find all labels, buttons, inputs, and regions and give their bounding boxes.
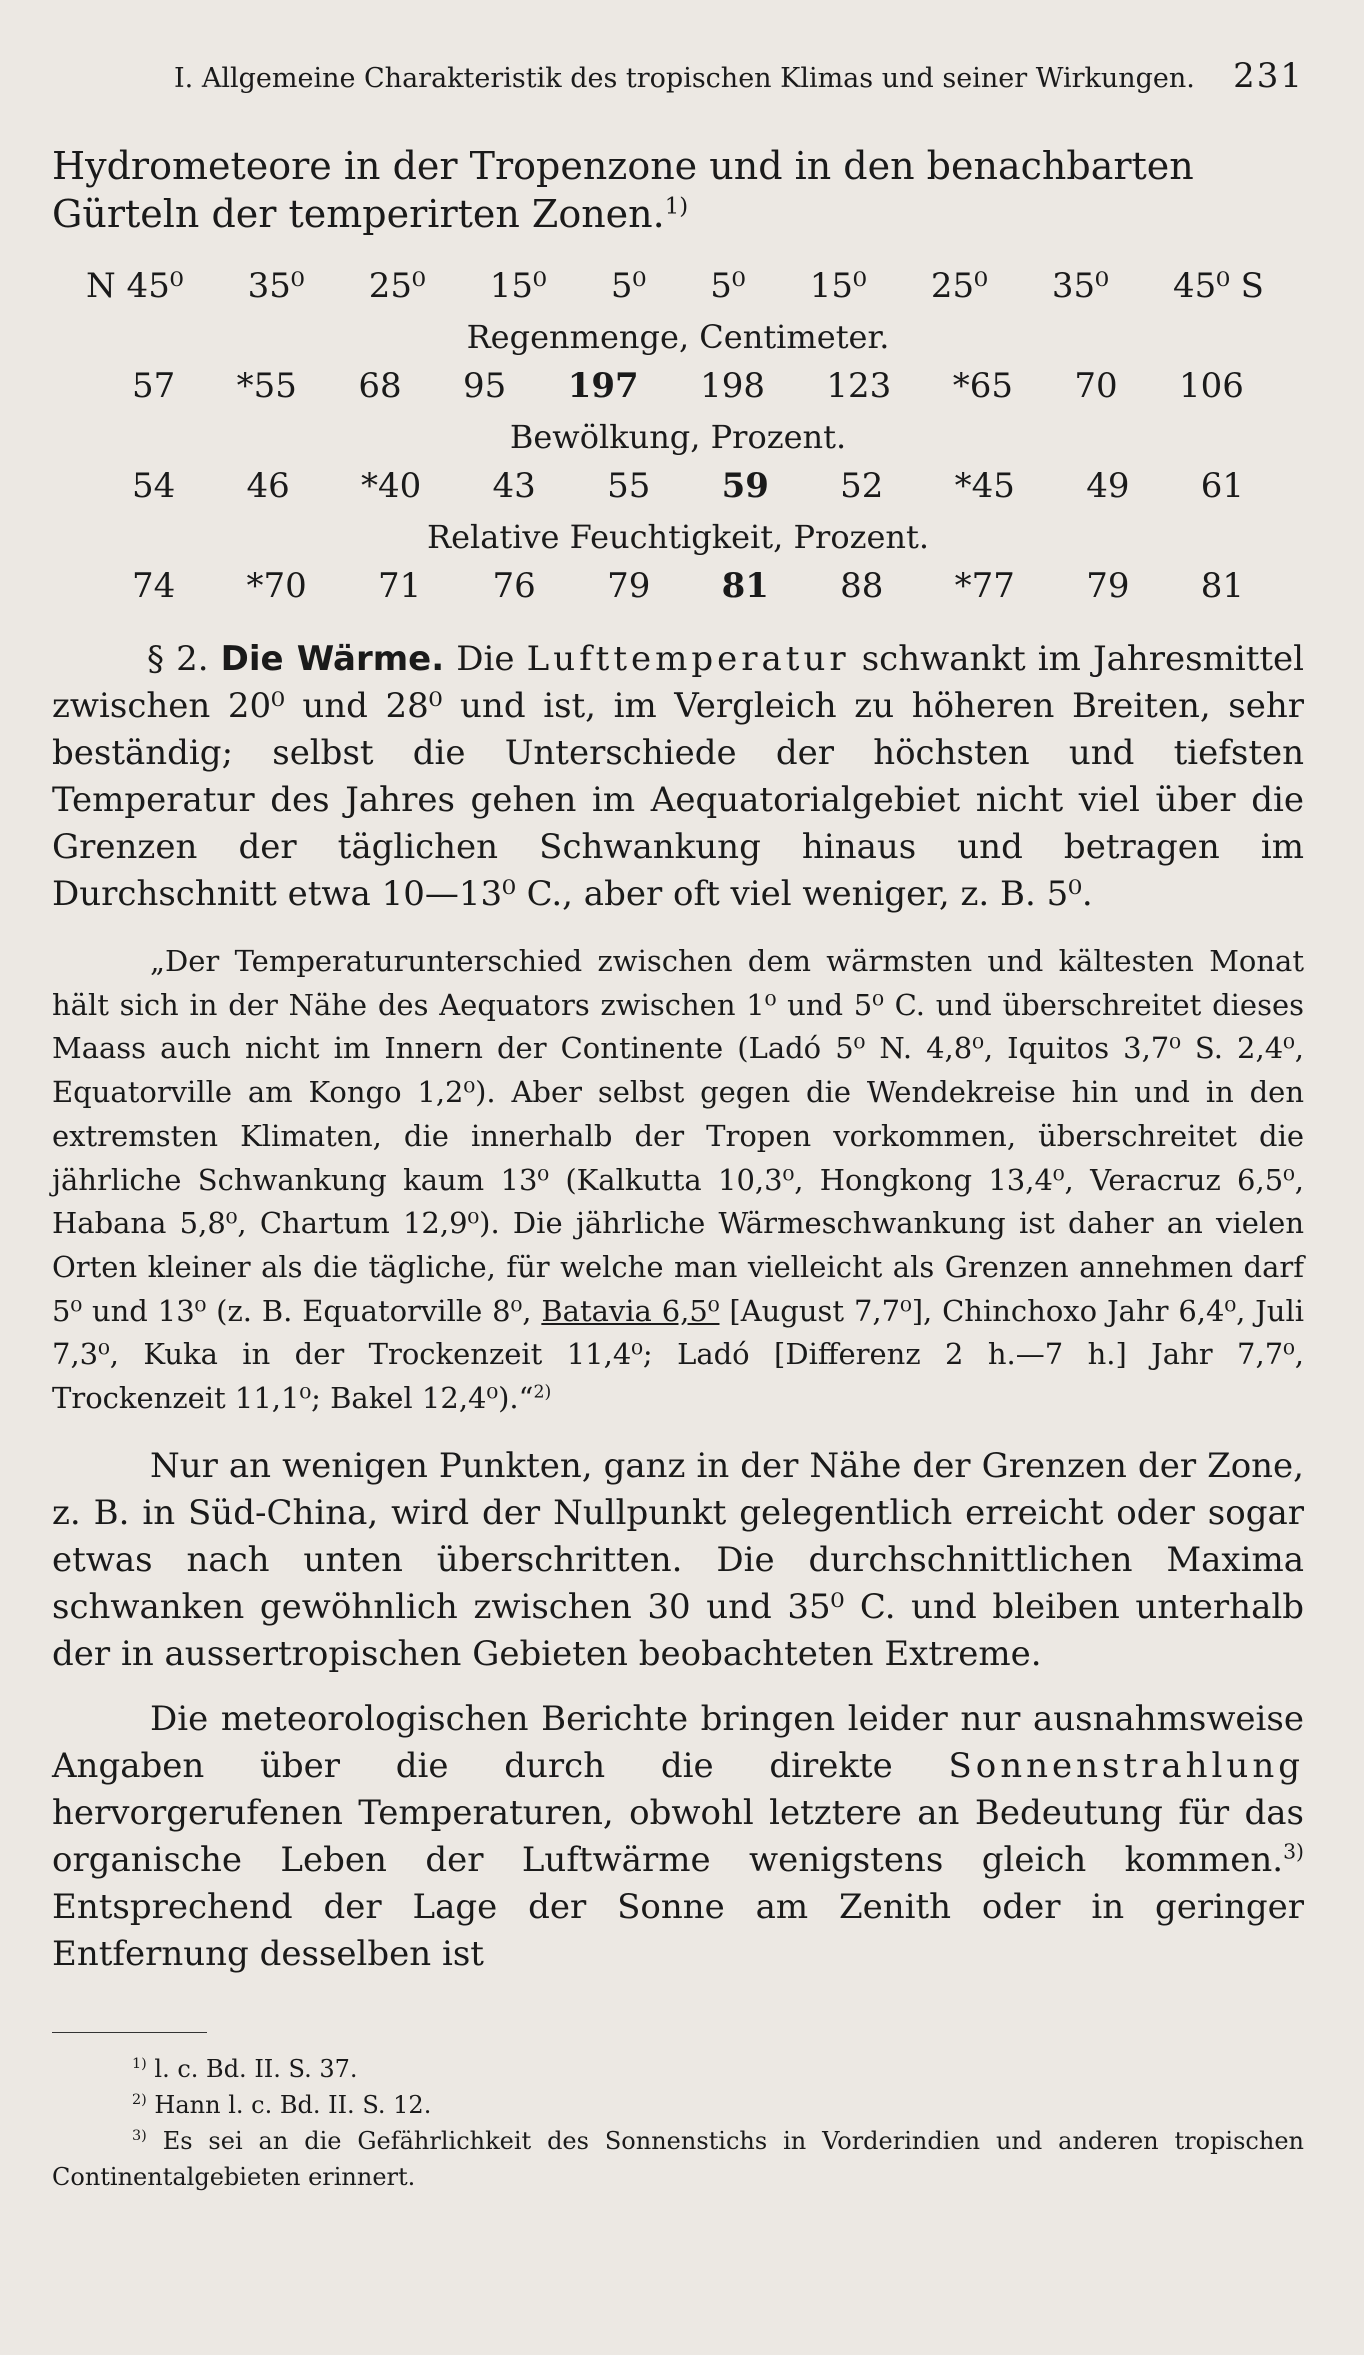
footnote-3: [52, 2123, 1304, 2195]
emphasis-lufttemperatur: Lufttemperatur: [526, 639, 850, 679]
table-caption: Relative Feuchtigkeit, Prozent.: [426, 518, 930, 556]
table-cell: 95: [463, 366, 507, 406]
table-cell: 88: [840, 566, 884, 606]
table-cell: 52: [840, 466, 884, 506]
paragraph-text: hervorgerufenen Temperaturen, obwohl letztere an Bedeutung für das organische Leben der Luftwärme wenigstens gleich kommen.: [52, 1792, 1304, 1880]
table-title: [52, 142, 1304, 238]
table-value-row: [52, 464, 1304, 508]
table-cell: 59: [721, 466, 769, 506]
emphasis-sonnenstrahlung: Sonnenstrahlung: [948, 1745, 1304, 1786]
running-title: I. Allgemeine Charakteristik des tropischen Klimas und seiner Wirkungen.: [174, 63, 1195, 94]
paragraph-text: Entsprechend der Lage der Sonne am Zenith oder in geringer Entfernung desselben ist: [52, 1886, 1304, 1974]
table-cell: 106: [1179, 366, 1244, 406]
footnote-text: Hann l. c. Bd. II. S. 12.: [154, 2090, 432, 2119]
table-cell: 71: [378, 566, 422, 606]
section-symbol: § 2.: [147, 639, 209, 679]
footnote-ref-2[interactable]: 2): [533, 1382, 552, 1403]
table-cell: *65: [952, 366, 1013, 406]
table-cell: 55: [607, 466, 651, 506]
table-value-row: [52, 364, 1304, 408]
table-cell: *55: [236, 366, 297, 406]
table-cell: 70: [1074, 366, 1118, 406]
page-number: 231: [1233, 56, 1304, 96]
table-cell: *40: [361, 466, 422, 506]
latitude-label: 35⁰: [247, 266, 305, 306]
latitude-label: 45⁰ S: [1172, 266, 1264, 306]
table-cell: *45: [954, 466, 1015, 506]
quote-text: [August 7,7⁰], Chinchoxo Jahr 6,4⁰, Juli 7,3⁰, Kuka in der Trockenzeit 11,4⁰; Ladó [Differenz 2 h.—7 h.] Jahr 7,7⁰, Trockenzeit 11,1⁰; Bakel 12,4⁰).“: [52, 1293, 1305, 1416]
table-sections: [52, 316, 1304, 608]
table-cell: 198: [700, 366, 765, 406]
table-cell: 54: [132, 466, 176, 506]
footnote-1: [52, 2051, 1304, 2087]
table-cell: 57: [132, 366, 176, 406]
latitude-label: 25⁰: [368, 266, 426, 306]
footnote-2: [52, 2087, 1304, 2123]
table-caption: Regenmenge, Centimeter.: [466, 318, 890, 356]
paragraph-nullpunkt: Nur an wenigen Punkten, ganz in der Nähe der Grenzen der Zone, z. B. in Süd-China, wird der Nullpunkt gelegentlich erreicht oder sogar etwas nach unten überschritten. Die durchschnittlichen Maxima schwanken gewöhnlich zwischen 30 und 35⁰ C. und bleiben unterhalb der in aussertropischen Gebieten beobachteten Extreme.: [52, 1445, 1304, 1674]
quotation-block: [52, 940, 1304, 1421]
section-text: schwankt im Jahresmittel zwischen 20⁰ und 28⁰ und ist, im Vergleich zu höheren Breiten, sehr beständig; selbst die Unterschiede der höchsten und tiefsten Temperatur des Jahres gehen im Aequatorialgebiet nicht viel über die Grenzen der täglichen Schwankung hinaus und betragen im Durchschnitt etwa 10—13⁰ C., aber oft viel weniger, z. B. 5⁰.: [52, 639, 1305, 914]
table-cell: 68: [358, 366, 402, 406]
quote-text: „Der Temperaturunterschied zwischen dem wärmsten und kältesten Monat hält sich in der Nähe des Aequators zwischen 1⁰ und 5⁰ C. und überschreitet dieses Maass auch nicht im Innern der Continente (Ladó 5⁰ N. 4,8⁰, Iquitos 3,7⁰ S. 2,4⁰, Equatorville am Kongo 1,2⁰). Aber selbst gegen die Wendekreise hin und in den extremsten Klimaten, die innerhalb der Tropen vorkommen, überschreitet die jährliche Schwankung kaum 13⁰ (Kalkutta 10,3⁰, Hongkong 13,4⁰, Veracruz 6,5⁰, Habana 5,8⁰, Chartum 12,9⁰). Die jährliche Wärmeschwankung ist daher an vielen Orten kleiner als die tägliche, für welche man vielleicht als Grenzen annehmen darf 5⁰ und 13⁰ (z. B. Equatorville 8⁰,: [52, 944, 1304, 1328]
table-cell: 43: [492, 466, 536, 506]
latitude-label: N 45⁰: [86, 266, 184, 306]
table-cell: 197: [567, 366, 639, 406]
latitude-label: 5⁰: [610, 266, 647, 306]
footnote-mark: 3): [132, 2127, 147, 2144]
latitude-row: [52, 264, 1304, 308]
running-head: [52, 56, 1304, 108]
section-text: Die: [456, 639, 515, 679]
paragraph-text: Die meteorologischen Berichte bringen leider nur ausnahmsweise Angaben über die durch die direkte: [52, 1698, 1304, 1786]
footnote-mark: 1): [132, 2055, 147, 2072]
footnote-divider: [52, 2032, 207, 2033]
table-cell: 46: [246, 466, 290, 506]
latitude-label: 15⁰: [489, 266, 547, 306]
table-cell: 123: [826, 366, 892, 406]
footnote-text: Es sei an die Gefährlichkeit des Sonnenstichs in Vorderindien und anderen tropischen Continentalgebieten erinnert.: [52, 2126, 1304, 2191]
table-cell: *77: [954, 566, 1015, 606]
table-cell: 74: [132, 566, 176, 606]
section-2-intro: [52, 636, 1304, 918]
table-title-text: Hydrometeore in der Tropenzone und in den benachbarten Gürteln der temperirten Zonen.: [52, 144, 1194, 236]
table-cell: 81: [721, 566, 769, 606]
table-cell: 49: [1086, 466, 1130, 506]
paragraph-sonnenstrahlung: [52, 1696, 1304, 1978]
table-cell: 76: [492, 566, 536, 606]
table-value-row: [52, 564, 1304, 608]
latitude-label: 15⁰: [809, 266, 867, 306]
latitude-label: 35⁰: [1051, 266, 1109, 306]
latitude-label: 5⁰: [710, 266, 746, 306]
table-cell: 61: [1200, 466, 1244, 506]
footnote-ref-3[interactable]: 3): [1283, 1839, 1304, 1864]
table-cell: 79: [1086, 566, 1130, 606]
table-cell: 79: [607, 566, 651, 606]
section-heading: Die Wärme.: [220, 639, 445, 679]
footnote-ref-1[interactable]: 1): [664, 193, 689, 220]
latitude-label: 25⁰: [930, 266, 988, 306]
table-cell: 81: [1200, 566, 1244, 606]
underlined-batavia: Batavia 6,5⁰: [541, 1293, 720, 1328]
table-caption: Bewölkung, Prozent.: [509, 418, 847, 456]
footnote-mark: 2): [132, 2091, 147, 2108]
table-cell: *70: [246, 566, 307, 606]
footnote-text: l. c. Bd. II. S. 37.: [154, 2054, 358, 2083]
